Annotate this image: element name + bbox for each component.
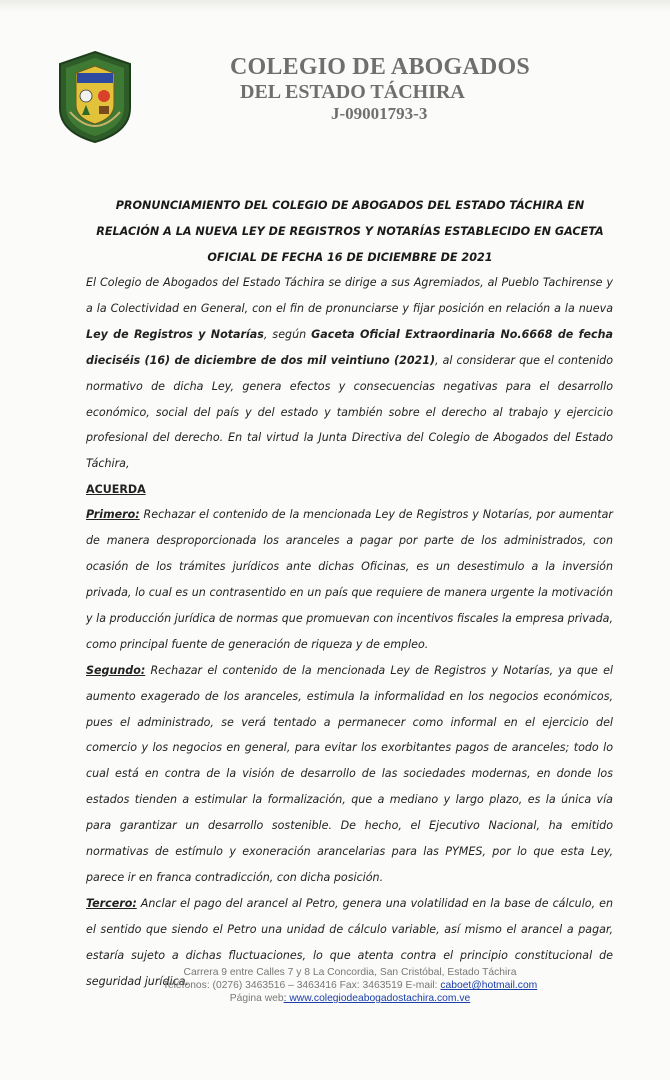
organization-name: COLEGIO DE ABOGADOS <box>230 54 530 80</box>
footer-phones-line <box>80 979 620 992</box>
primero-lead: Primero: <box>86 508 140 522</box>
acuerda-heading: ACUERDA <box>86 483 146 497</box>
intro-law-name: Ley de Registros y Notarías <box>86 327 264 341</box>
footer-web-line <box>80 992 620 1005</box>
intro-text-2: , según <box>263 327 312 341</box>
organization-rif: J-09001793-3 <box>331 104 428 123</box>
intro-gazette: Gaceta Oficial Extraordinaria No.6668 de fecha dieciséis (16) de diciembre de dos mil veintiuno (2021) <box>86 327 613 367</box>
footer-address: Carrera 9 entre Calles 7 y 8 La Concordia, San Cristóbal, Estado Táchira <box>183 967 517 978</box>
segundo-lead: Segundo: <box>86 663 146 677</box>
primero-paragraph <box>86 502 613 657</box>
document-body <box>86 270 613 994</box>
document-title: PRONUNCIAMIENTO DEL COLEGIO DE ABOGADOS DEL ESTADO TÁCHIRA EN RELACIÓN A LA NUEVA LEY DE REGISTROS Y NOTARÍAS ESTABLECIDO EN GACETA OFICIAL DE FECHA 16 DE DICIEMBRE DE 2021 <box>96 199 604 264</box>
footer-web-link[interactable]: : www.colegiodeabogadostachira.com.ve <box>283 993 471 1004</box>
bar-association-seal-icon <box>56 50 134 144</box>
footer-phones: Teléfonos: (0276) 3463516 – 3463416 Fax: 3463519 E-mail: <box>162 980 441 991</box>
segundo-text: Rechazar el contenido de la mencionada Ley de Registros y Notarías, ya que el aumento exagerado de los aranceles, estimula la informalidad en los negocios económicos, pues el administrado, se verá tentado a permanecer como informal en el ejercicio del comercio y los negocios en general, para evitar los exorbitantes pagos de aranceles; todo lo cual está en contra de la visión de desarrollo de las sociedades modernas, en donde los estados tienden a estimular la formalización, que a mediano y largo plazo, es la única vía para garantizar un desarrollo sostenible. De hecho, el Ejecutivo Nacional, ha emitido normativas de estímulo y exoneración arancelarias para las PYMES, por lo que esta Ley, parece ir en franca contradicción, con dicha posición. <box>86 663 613 884</box>
footer <box>80 966 620 1005</box>
primero-text: Rechazar el contenido de la mencionada Ley de Registros y Notarías, por aumentar de manera desproporcionada los aranceles a pagar por parte de los administrados, con ocasión de los trámites jurídicos ante dichas Oficinas, es un desestimulo a la inversión privada, lo cual es un contrasentido en un país que requiere de manera urgente la motivación y la producción jurídica de normas que promuevan con incentivos fiscales la empresa privada, como principal fuente de generación de riqueza y de empleo. <box>86 508 613 651</box>
intro-paragraph <box>86 270 613 477</box>
tercero-text: Anclar el pago del arancel al Petro, genera una volatilidad en la base de cálculo, en el sentido que siendo el Petro una unidad de cálculo variable, así mismo el arancel a pagar, estaría sujeto a dichas fluctuaciones, lo que atenta contra el principio constitucional de seguridad jurídica. <box>86 896 613 988</box>
intro-text-3: , al considerar que el contenido normativo de dicha Ley, genera efectos y consecuencias negativas para el desarrollo económico, social del país y del estado y también sobre el derecho al trabajo y ejercicio profesional del derecho. En tal virtud la Junta Directiva del Colegio de Abogados del Estado Táchira, <box>86 353 613 471</box>
tercero-lead: Tercero: <box>86 896 137 910</box>
footer-email-link[interactable]: caboet@hotmail.com <box>440 980 538 991</box>
footer-web-label: Página web <box>229 993 284 1004</box>
segundo-paragraph <box>86 658 613 891</box>
organization-state: DEL ESTADO TÁCHIRA <box>240 81 465 103</box>
intro-text-1: El Colegio de Abogados del Estado Táchira se dirige a sus Agremiados, al Pueblo Tachirense y a la Colectividad en General, con el fin de pronunciarse y fijar posición en relación a la nueva <box>86 276 613 315</box>
